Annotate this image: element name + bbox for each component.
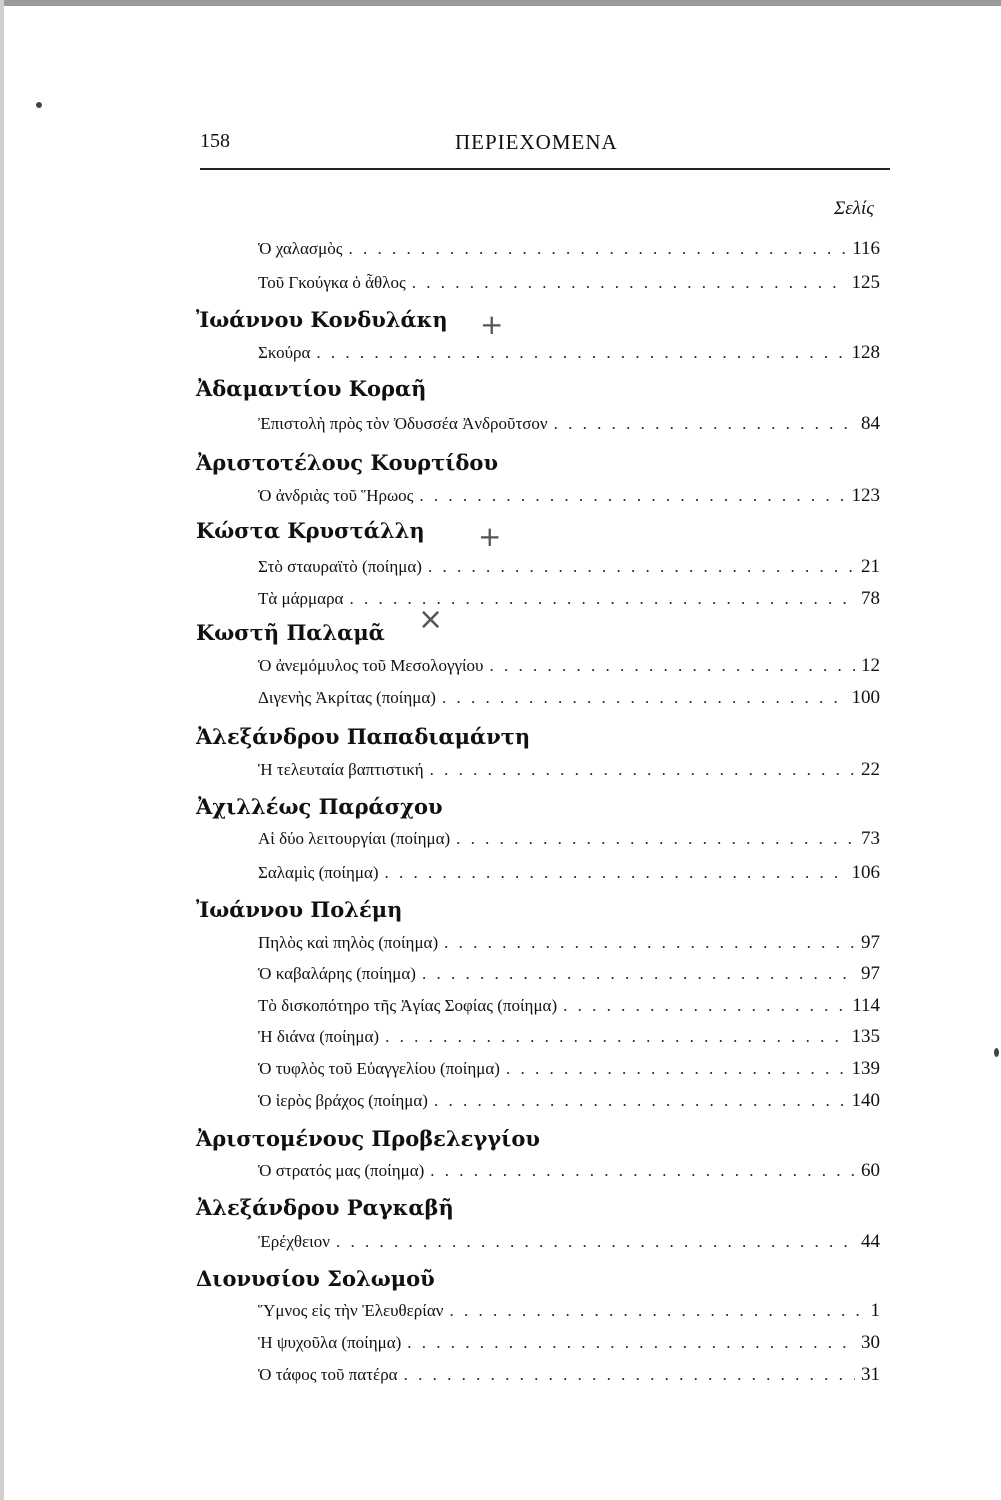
paper-speck [994, 1048, 999, 1057]
entry-title: Πηλὸς καὶ πηλὸς (ποίημα) [258, 933, 439, 952]
page-left-edge [0, 0, 4, 1500]
entry-page: 116 [852, 238, 880, 259]
dot-leader [442, 688, 846, 708]
pencil-cross-mark: + [480, 308, 504, 341]
author-heading: Κωστῆ Παλαμᾶ [196, 620, 385, 645]
entry-page: 140 [851, 1090, 880, 1111]
entry-page: 30 [861, 1332, 880, 1353]
toc-entry [258, 862, 880, 888]
author-heading: Ἀχιλλέως Παράσχου [196, 794, 443, 819]
toc-entry [258, 1160, 880, 1186]
entry-title: Ἡ διάνα (ποίημα) [258, 1027, 380, 1046]
author-heading: Ἀριστοτέλους Κουρτίδου [196, 450, 499, 475]
page-column-label: Σελίς [834, 198, 874, 219]
entry-page: 97 [861, 963, 880, 984]
entry-title: Στὸ σταυραϊτὸ (ποίημα) [258, 557, 422, 576]
toc-entry [258, 342, 880, 368]
author-heading: Ἀλεξάνδρου Ραγκαβῆ [196, 1195, 454, 1220]
dot-leader [430, 760, 855, 780]
entry-title: Ὕμνος εἰς τὴν Ἐλευθερίαν [258, 1301, 444, 1320]
toc-entry [258, 238, 880, 264]
entry-page: 44 [861, 1231, 880, 1252]
entry-title: Ἐπιστολὴ πρὸς τὸν Ὀδυσσέα Ἀνδροῦτσον [258, 414, 548, 433]
dot-leader [456, 829, 855, 849]
entry-page: 128 [851, 342, 880, 363]
pencil-cross-mark: + [478, 520, 502, 553]
dot-leader [407, 1333, 855, 1353]
author-heading: Ἀδαμαντίου Κοραῆ [196, 376, 427, 401]
toc-entry [258, 963, 880, 989]
dot-leader [489, 656, 855, 676]
entry-page: 1 [870, 1300, 880, 1321]
entry-page: 31 [861, 1364, 880, 1385]
entry-title: Ὁ καβαλάρης (ποίημα) [258, 964, 416, 983]
entry-page: 73 [861, 828, 880, 849]
toc-entry [258, 687, 880, 713]
dot-leader [316, 343, 845, 363]
entry-page: 84 [861, 413, 880, 434]
entry-title: Τὰ μάρμαρα [258, 589, 344, 608]
author-heading: Διονυσίου Σολωμοῦ [196, 1266, 435, 1291]
toc-entry [258, 1231, 880, 1257]
page-top-edge [0, 0, 1001, 6]
entry-title: Ἐρέχθειον [258, 1232, 330, 1251]
entry-page: 106 [851, 862, 880, 883]
dot-leader [385, 1027, 845, 1047]
entry-page: 139 [851, 1058, 880, 1079]
entry-page: 78 [861, 588, 880, 609]
dot-leader [428, 557, 855, 577]
toc-entry [258, 1332, 880, 1358]
paper-speck [36, 102, 42, 108]
toc-entry [258, 1090, 880, 1116]
toc-entry [258, 485, 880, 511]
entry-page: 97 [861, 932, 880, 953]
entry-title: Τὸ δισκοπότηρο τῆς Ἁγίας Σοφίας (ποίημα) [258, 996, 558, 1015]
author-heading: Ἰωάννου Πολέμη [196, 897, 403, 922]
dot-leader [385, 863, 846, 883]
entry-page: 125 [851, 272, 880, 293]
entry-page: 21 [861, 556, 880, 577]
toc-entry [258, 995, 880, 1021]
toc-entry [258, 588, 880, 614]
dot-leader [336, 1232, 855, 1252]
dot-leader [444, 933, 855, 953]
author-heading: Ἀριστομένους Προβελεγγίου [196, 1126, 540, 1151]
entry-page: 12 [861, 655, 880, 676]
toc-entry [258, 932, 880, 958]
entry-title: Διγενὴς Ἀκρίτας (ποίημα) [258, 688, 436, 707]
entry-title: Ὁ ἱερὸς βράχος (ποίημα) [258, 1091, 428, 1110]
entry-title: Αἱ δύο λειτουργίαι (ποίημα) [258, 829, 451, 848]
dot-leader [434, 1091, 846, 1111]
page-header [200, 130, 890, 160]
entry-page: 60 [861, 1160, 880, 1181]
toc-entry [258, 1300, 880, 1326]
toc-entry [258, 1058, 880, 1084]
dot-leader [404, 1365, 855, 1385]
entry-title: Ὁ χαλασμὸς [258, 239, 343, 258]
author-heading: Ἰωάννου Κονδυλάκη [196, 307, 448, 332]
dot-leader [412, 273, 846, 293]
dot-leader [422, 964, 855, 984]
dot-leader [506, 1059, 846, 1079]
dot-leader [554, 414, 855, 434]
toc-entry [258, 1364, 880, 1390]
entry-title: Ὁ στρατός μας (ποίημα) [258, 1161, 425, 1180]
entry-title: Ἡ ψυχοῦλα (ποίημα) [258, 1333, 402, 1352]
entry-title: Ἡ τελευταία βαπτιστική [258, 760, 424, 779]
entry-page: 114 [852, 995, 880, 1016]
toc-entry [258, 828, 880, 854]
author-heading: Κώστα Κρυστάλλη [196, 518, 425, 543]
dot-leader [419, 486, 845, 506]
toc-entry [258, 1026, 880, 1052]
toc-entry [258, 413, 880, 439]
entry-title: Τοῦ Γκούγκα ὁ ἆθλος [258, 273, 406, 292]
toc-entry [258, 655, 880, 681]
entry-title: Σκούρα [258, 343, 311, 362]
toc-entry [258, 272, 880, 298]
header-rule [200, 168, 890, 170]
entry-page: 22 [861, 759, 880, 780]
entry-title: Ὁ τάφος τοῦ πατέρα [258, 1365, 398, 1384]
author-heading: Ἀλεξάνδρου Παπαδιαμάντη [196, 724, 531, 749]
dot-leader [348, 239, 846, 259]
entry-page: 135 [851, 1026, 880, 1047]
dot-leader [449, 1301, 864, 1321]
entry-page: 100 [851, 687, 880, 708]
running-title: ΠΕΡΙΕΧΟΜΕΝΑ [455, 130, 618, 154]
dot-leader [430, 1161, 855, 1181]
pencil-x-mark: × [418, 602, 444, 637]
entry-title: Ὁ ἀνεμόμυλος τοῦ Μεσολογγίου [258, 656, 484, 675]
dot-leader [563, 996, 846, 1016]
entry-title: Σαλαμὶς (ποίημα) [258, 863, 379, 882]
page-number: 158 [200, 130, 230, 152]
entry-page: 123 [851, 485, 880, 506]
entry-title: Ὁ τυφλὸς τοῦ Εὐαγγελίου (ποίημα) [258, 1059, 500, 1078]
toc-entry [258, 759, 880, 785]
toc-entry [258, 556, 880, 582]
entry-title: Ὁ ἀνδριὰς τοῦ Ἥρωος [258, 486, 414, 505]
